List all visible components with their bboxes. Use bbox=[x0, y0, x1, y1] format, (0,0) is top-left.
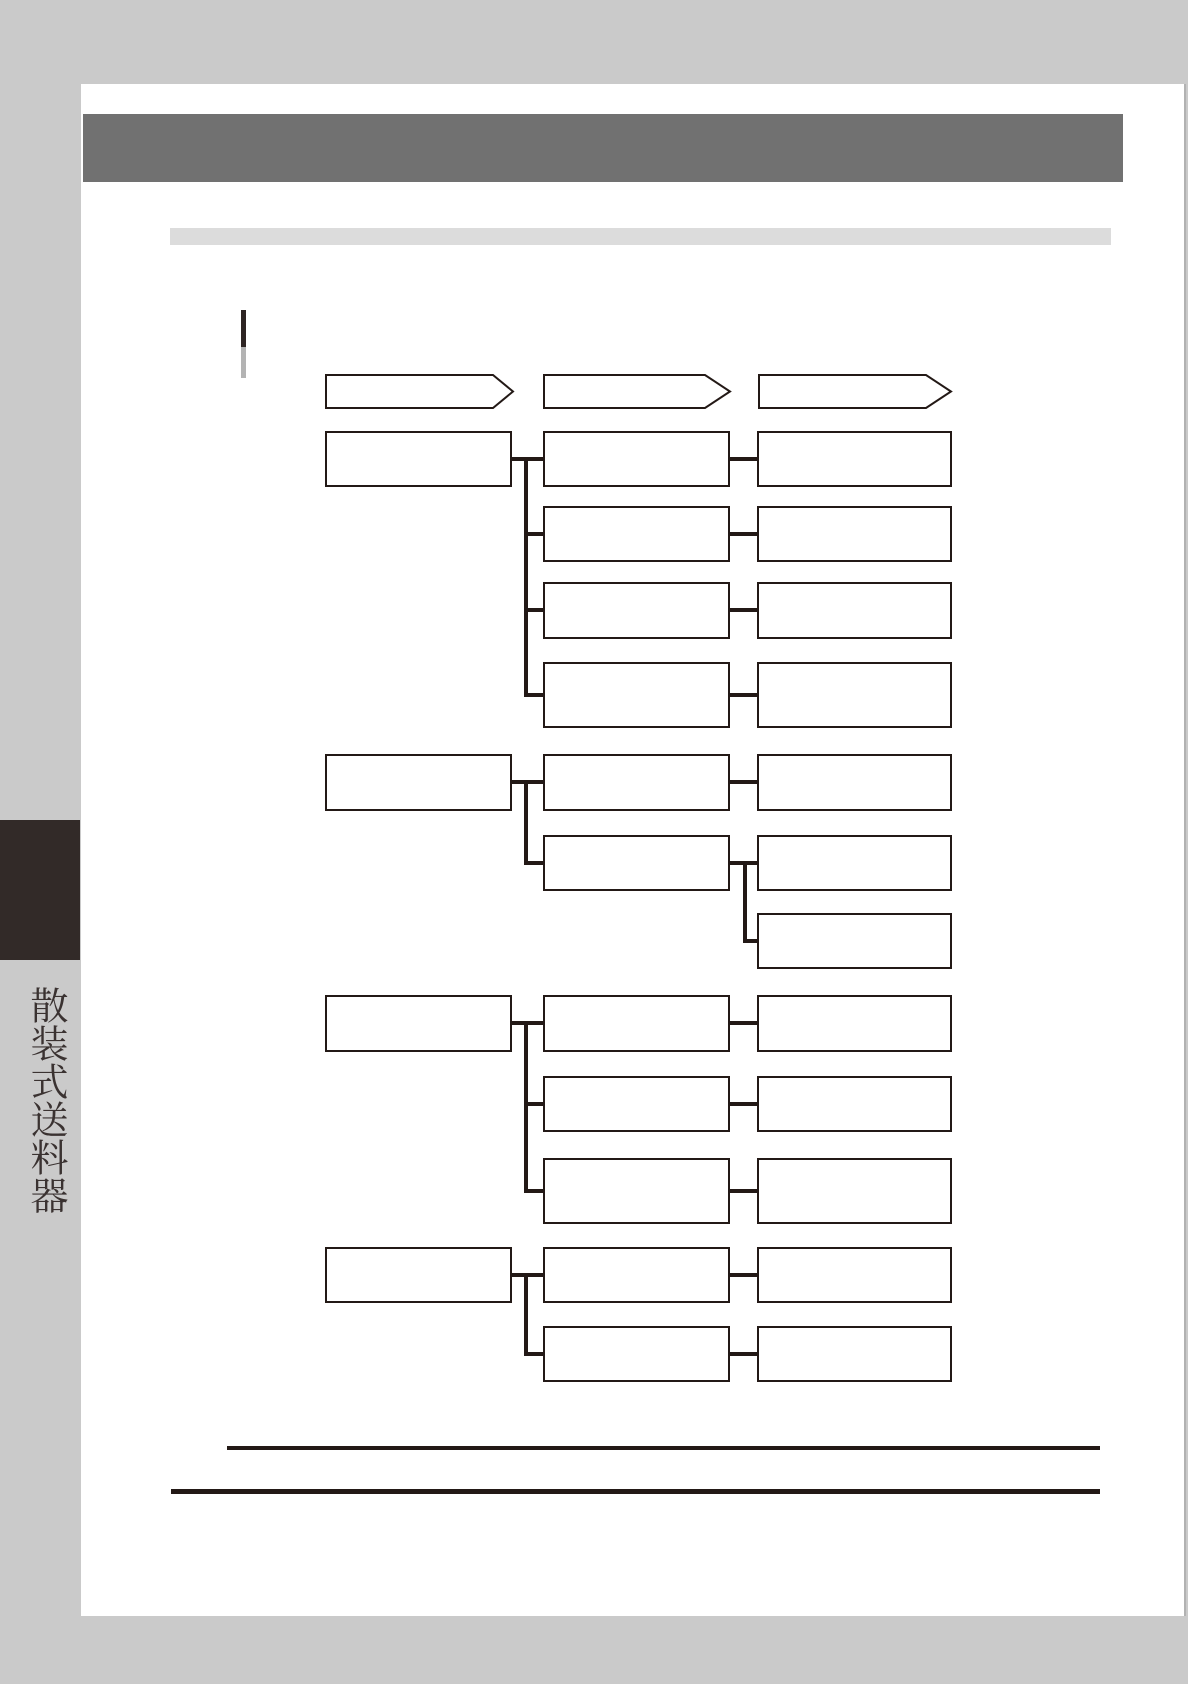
flow-box bbox=[543, 431, 730, 487]
flow-box bbox=[543, 1247, 730, 1303]
flow-box bbox=[543, 1326, 730, 1382]
flow-box bbox=[757, 1076, 952, 1132]
flow-box bbox=[325, 1247, 512, 1303]
flow-box bbox=[757, 431, 952, 487]
flow-box bbox=[543, 754, 730, 811]
flow-box bbox=[543, 662, 730, 728]
flow-connector bbox=[524, 861, 543, 865]
flow-connector bbox=[524, 1021, 528, 1193]
flow-box bbox=[757, 506, 952, 562]
flow-column-arrow bbox=[758, 374, 952, 409]
flow-box bbox=[543, 1158, 730, 1224]
flow-connector bbox=[524, 1273, 528, 1356]
flow-box bbox=[543, 506, 730, 562]
flow-connector bbox=[730, 1352, 757, 1356]
flow-box bbox=[325, 431, 512, 487]
flow-box bbox=[543, 995, 730, 1052]
flow-box bbox=[757, 835, 952, 891]
flow-box bbox=[757, 995, 952, 1052]
flow-box bbox=[543, 582, 730, 639]
sidebar-vertical-title: 散装式送料器 bbox=[24, 986, 68, 1214]
flow-connector bbox=[524, 693, 543, 697]
flow-column-arrow bbox=[325, 374, 514, 409]
flow-box bbox=[757, 1158, 952, 1224]
flow-box bbox=[543, 1076, 730, 1132]
flow-connector bbox=[524, 457, 528, 697]
flow-box bbox=[757, 1326, 952, 1382]
sidebar-chapter-tab bbox=[0, 820, 80, 960]
flow-box bbox=[325, 754, 512, 811]
flow-box bbox=[543, 835, 730, 891]
flow-box bbox=[757, 754, 952, 811]
flow-box bbox=[757, 582, 952, 639]
flow-connector bbox=[730, 1273, 757, 1277]
flow-connector bbox=[524, 532, 543, 536]
flow-connector bbox=[524, 1102, 543, 1106]
flow-column-arrow bbox=[543, 374, 731, 409]
flow-connector bbox=[743, 861, 747, 943]
flow-box bbox=[757, 913, 952, 969]
flow-connector bbox=[730, 608, 757, 612]
flow-connector bbox=[730, 532, 757, 536]
flow-connector bbox=[743, 939, 757, 943]
flow-connector bbox=[730, 457, 757, 461]
flow-connector bbox=[524, 780, 528, 865]
flow-connector bbox=[524, 1352, 543, 1356]
flow-connector bbox=[730, 1021, 757, 1025]
flow-box bbox=[757, 662, 952, 728]
flow-connector bbox=[730, 693, 757, 697]
flow-connector bbox=[730, 780, 757, 784]
flow-box bbox=[325, 995, 512, 1052]
flow-connector bbox=[524, 608, 543, 612]
flow-connector bbox=[524, 1189, 543, 1193]
flow-connector bbox=[730, 1189, 757, 1193]
flow-box bbox=[757, 1247, 952, 1303]
flow-connector bbox=[730, 1102, 757, 1106]
